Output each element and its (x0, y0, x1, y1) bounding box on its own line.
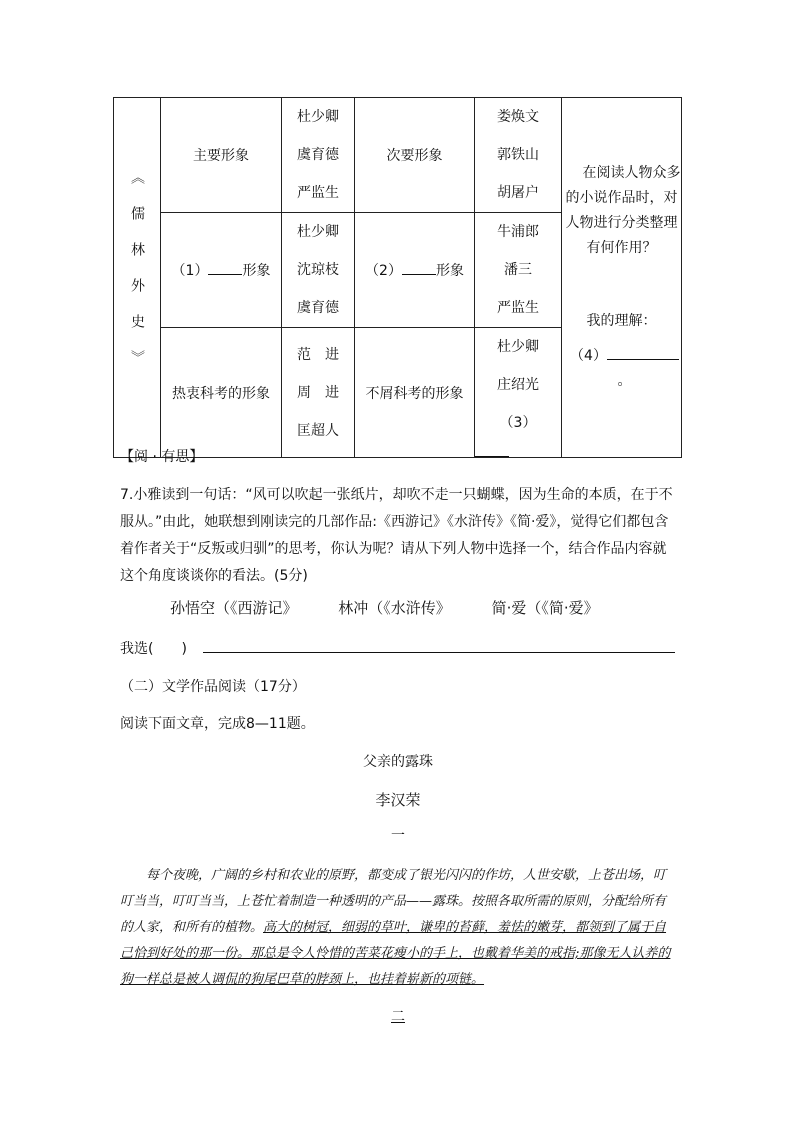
name: 娄焕文 (497, 109, 539, 125)
blank-2-label: （2） (365, 263, 402, 279)
name: 虞育德 (297, 147, 339, 163)
instruction: 阅读下面文章，完成8—11题。 (120, 716, 315, 732)
name: 胡屠户 (497, 185, 539, 201)
name: 潘三 (504, 262, 532, 278)
name: 严监生 (497, 300, 539, 316)
underlined-text: 那像无人认养的狗一样总是被人调侃的狗尾巴草的脖颈上，也挂着崭新的项链。 (120, 946, 671, 987)
part-2-marker: 二 (391, 1009, 405, 1025)
blank-1-cell (161, 213, 282, 328)
book-title-cell (114, 98, 161, 458)
blank-4[interactable] (607, 345, 679, 360)
article-author: 李汉荣 (375, 791, 421, 809)
paragraph-text: 每个夜晚，广阔的乡村和农业的原野，都变成了银光闪闪的作坊，人世安歇，上苍出场，叮叮当当，叮叮当当，上苍忙着制造一种透明的产品——露珠。按照各取所需的原则，分配给所有的人家，和所有的植物。 (120, 868, 667, 935)
section-read-heading: 【阅 · 有思】 (120, 449, 204, 465)
article-paragraph-1 (120, 863, 676, 993)
answer-line[interactable] (203, 652, 675, 653)
name: 沈琼枝 (297, 262, 339, 278)
name: 庄绍光 (497, 377, 539, 393)
part-1-marker: 一 (391, 828, 405, 844)
answer-4 (562, 344, 681, 394)
underlined-text: 高大的树冠，细弱的草叶，谦卑的苔藓，羞怯的嫩芽，都领到了属于自己恰到好处的那一份。那总是令人怜惜的苦菜花瘦小的手上，也戴着华美的戒指; (120, 920, 667, 961)
name: 周 进 (297, 384, 339, 401)
main-image-label: 主要形象 (161, 98, 282, 213)
answer-label: 我选( ) (120, 641, 187, 657)
name: 杜少卿 (297, 224, 339, 240)
exam-disdain-label: 不屑科考的形象 (355, 328, 475, 458)
character-table (113, 97, 682, 458)
choice-sun-wukong: 孙悟空（《西游记》 (170, 599, 298, 617)
blank-4-label: （4） (570, 348, 607, 364)
blank-1[interactable] (208, 260, 242, 275)
think-question: 在阅读人物众多的小说作品时，对人物进行分类整理有何作用？ (565, 165, 681, 256)
choice-list (170, 597, 650, 618)
name: 范 进 (297, 346, 339, 363)
secondary-image-names (475, 98, 562, 213)
secondary-image-label: 次要形象 (355, 98, 475, 213)
article-title: 父亲的露珠 (363, 754, 433, 770)
name: 郭铁山 (497, 147, 539, 163)
blank-3[interactable] (475, 442, 509, 457)
name: 严监生 (297, 185, 339, 201)
blank-2-suffix: 形象 (435, 263, 464, 279)
blank-1-names (282, 213, 355, 328)
exam-enthusiast-label: 热衷科考的形象 (161, 328, 282, 458)
blank-3-row (475, 404, 561, 457)
blank-1-label: （1） (171, 263, 209, 279)
name: 虞育德 (297, 300, 339, 316)
my-understanding-label: 我的理解： (586, 313, 657, 329)
blank-2[interactable] (402, 260, 436, 275)
choice-jane-eyre: 简·爱（《简·爱》 (491, 599, 599, 617)
book-title: 《儒林外史》 (129, 169, 145, 386)
question-7: 7.小雅读到一句话：“风可以吹起一张纸片，却吹不走一只蝴蝶，因为生命的本质，在于不服从。”由此，她联想到刚读完的几部作品:《西游记》《水浒传》《简·爱》，觉得它们都包含着作者关于“反叛或归驯”的思考，你认为呢？请从下列人物中选择一个，结合作品内容就这个角度谈谈你的看法。(5分) (120, 487, 673, 584)
name: 杜少卿 (497, 339, 539, 355)
end-mark: 。 (617, 373, 632, 389)
blank-3-label: （3） (499, 415, 537, 431)
main-image-names (282, 98, 355, 213)
name: 牛浦郎 (497, 224, 539, 240)
think-cell (562, 98, 682, 458)
blank-1-suffix: 形象 (242, 263, 271, 279)
exam-disdain-names (475, 328, 562, 458)
blank-2-names (475, 213, 562, 328)
blank-2-cell (355, 213, 475, 328)
exam-enthusiast-names (282, 328, 355, 458)
name: 匡超人 (297, 422, 339, 439)
name: 杜少卿 (297, 109, 339, 125)
choice-lin-chong: 林冲（《水浒传》 (338, 599, 451, 617)
section-2-heading: （二）文学作品阅读（17分） (120, 679, 306, 695)
